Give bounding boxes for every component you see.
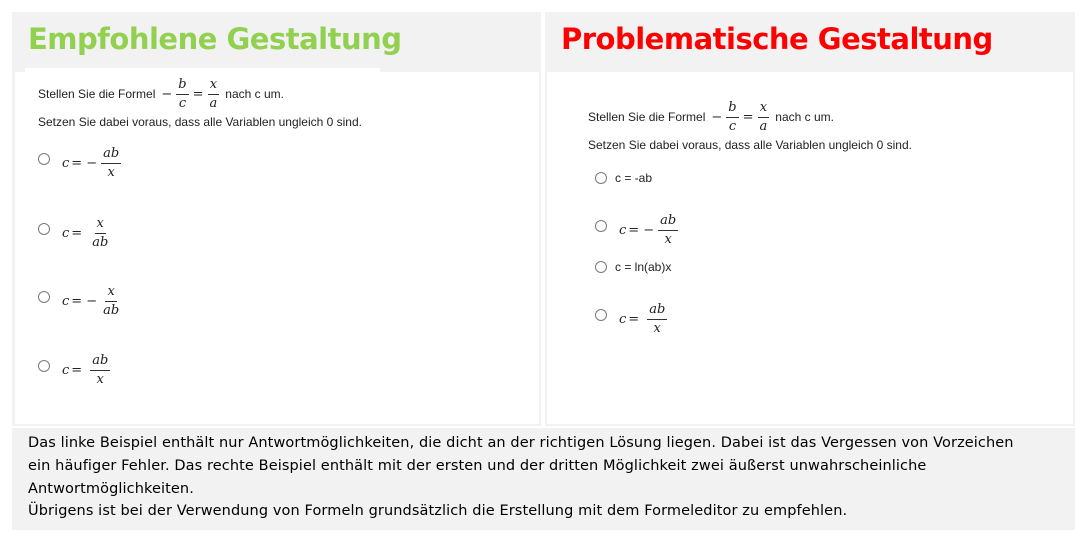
option-text: c = ln(ab)x	[615, 260, 672, 274]
question-condition: Setzen Sie dabei voraus, dass alle Variablen ungleich 0 sind.	[38, 115, 362, 129]
formula-equals: =	[192, 86, 204, 102]
recommended-panel	[12, 12, 541, 426]
question-formula	[159, 78, 221, 111]
explanation-caption	[12, 428, 1075, 530]
question-text	[38, 77, 362, 129]
answer-option[interactable]	[38, 354, 116, 387]
question-text	[588, 100, 912, 152]
fraction-denominator: a	[209, 95, 218, 111]
fraction-numerator: x	[208, 78, 219, 95]
fraction-numerator: b	[176, 78, 188, 95]
radio-button[interactable]	[38, 223, 50, 235]
radio-button[interactable]	[595, 172, 607, 184]
answer-option[interactable]	[38, 217, 116, 250]
option-fraction: $\frac{ab}{x}$	[649, 302, 666, 336]
question-suffix: nach c um.	[775, 110, 834, 124]
question-prefix: Stellen Sie die Formel	[588, 110, 706, 124]
fraction-numerator: b	[726, 101, 738, 118]
fraction-numerator: x	[758, 101, 769, 118]
question-condition: Setzen Sie dabei voraus, dass alle Variablen ungleich 0 sind.	[588, 138, 912, 152]
problematic-heading: Problematische Gestaltung	[561, 22, 993, 56]
radio-button[interactable]	[38, 291, 50, 303]
formula-fraction-right	[208, 78, 220, 111]
radio-button[interactable]	[595, 220, 607, 232]
option-formula: c = $\frac{x}{ab}$	[62, 216, 109, 250]
question-prefix: Stellen Sie die Formel	[38, 87, 156, 101]
option-formula: c = $\frac{ab}{x}$	[619, 302, 666, 336]
radio-button[interactable]	[38, 360, 50, 372]
formula-minus: −	[711, 109, 723, 125]
answer-option[interactable]	[595, 214, 684, 247]
problematic-question-card	[547, 72, 1073, 424]
option-formula: c = − $\frac{x}{ab}$	[62, 284, 120, 318]
radio-button[interactable]	[595, 309, 607, 321]
formula-fraction-left	[176, 78, 188, 111]
option-fraction: $\frac{x}{ab}$	[103, 284, 120, 318]
recommended-heading: Empfohlene Gestaltung	[28, 22, 402, 56]
option-fraction: $\frac{ab}{x}$	[103, 146, 120, 180]
formula-fraction-left	[726, 101, 738, 134]
recommended-question-card	[15, 72, 539, 424]
radio-button[interactable]	[38, 153, 50, 165]
caption-line: Übrigens ist bei der Verwendung von Formeln grundsätzlich die Erstellung mit dem Formeleditor zu empfehlen.	[28, 503, 848, 519]
question-formula	[709, 101, 771, 134]
problematic-panel	[545, 12, 1075, 426]
caption-line: Antwortmöglichkeiten.	[28, 481, 194, 497]
option-fraction: $\frac{x}{ab}$	[92, 216, 109, 250]
answer-option[interactable]	[38, 147, 127, 180]
answer-option[interactable]	[595, 303, 673, 336]
question-suffix: nach c um.	[225, 87, 284, 101]
formula-fraction-right	[758, 101, 770, 134]
answer-option[interactable]	[595, 260, 671, 274]
fraction-denominator: c	[178, 95, 187, 111]
formula-minus: −	[161, 86, 173, 102]
option-text: c = -ab	[615, 171, 653, 185]
formula-equals: =	[742, 109, 754, 125]
fraction-denominator: a	[759, 118, 768, 134]
option-formula: c = $\frac{ab}{x}$	[62, 353, 109, 387]
radio-button[interactable]	[595, 261, 607, 273]
answer-option[interactable]	[595, 171, 652, 185]
option-fraction: $\frac{ab}{x}$	[660, 213, 677, 247]
option-fraction: $\frac{ab}{x}$	[92, 353, 109, 387]
caption-line: ein häufiger Fehler. Das rechte Beispiel enthält mit der ersten und der dritten Möglichkeit zwei äußerst unwahrscheinliche	[28, 458, 927, 474]
caption-line: Das linke Beispiel enthält nur Antwortmöglichkeiten, die dicht an der richtigen Lösung liegen. Dabei ist das Vergessen von Vorzeichen	[28, 435, 1014, 451]
answer-option[interactable]	[38, 285, 127, 318]
fraction-denominator: c	[728, 118, 737, 134]
option-formula: c = − $\frac{ab}{x}$	[619, 213, 677, 247]
option-formula: c = − $\frac{ab}{x}$	[62, 146, 120, 180]
